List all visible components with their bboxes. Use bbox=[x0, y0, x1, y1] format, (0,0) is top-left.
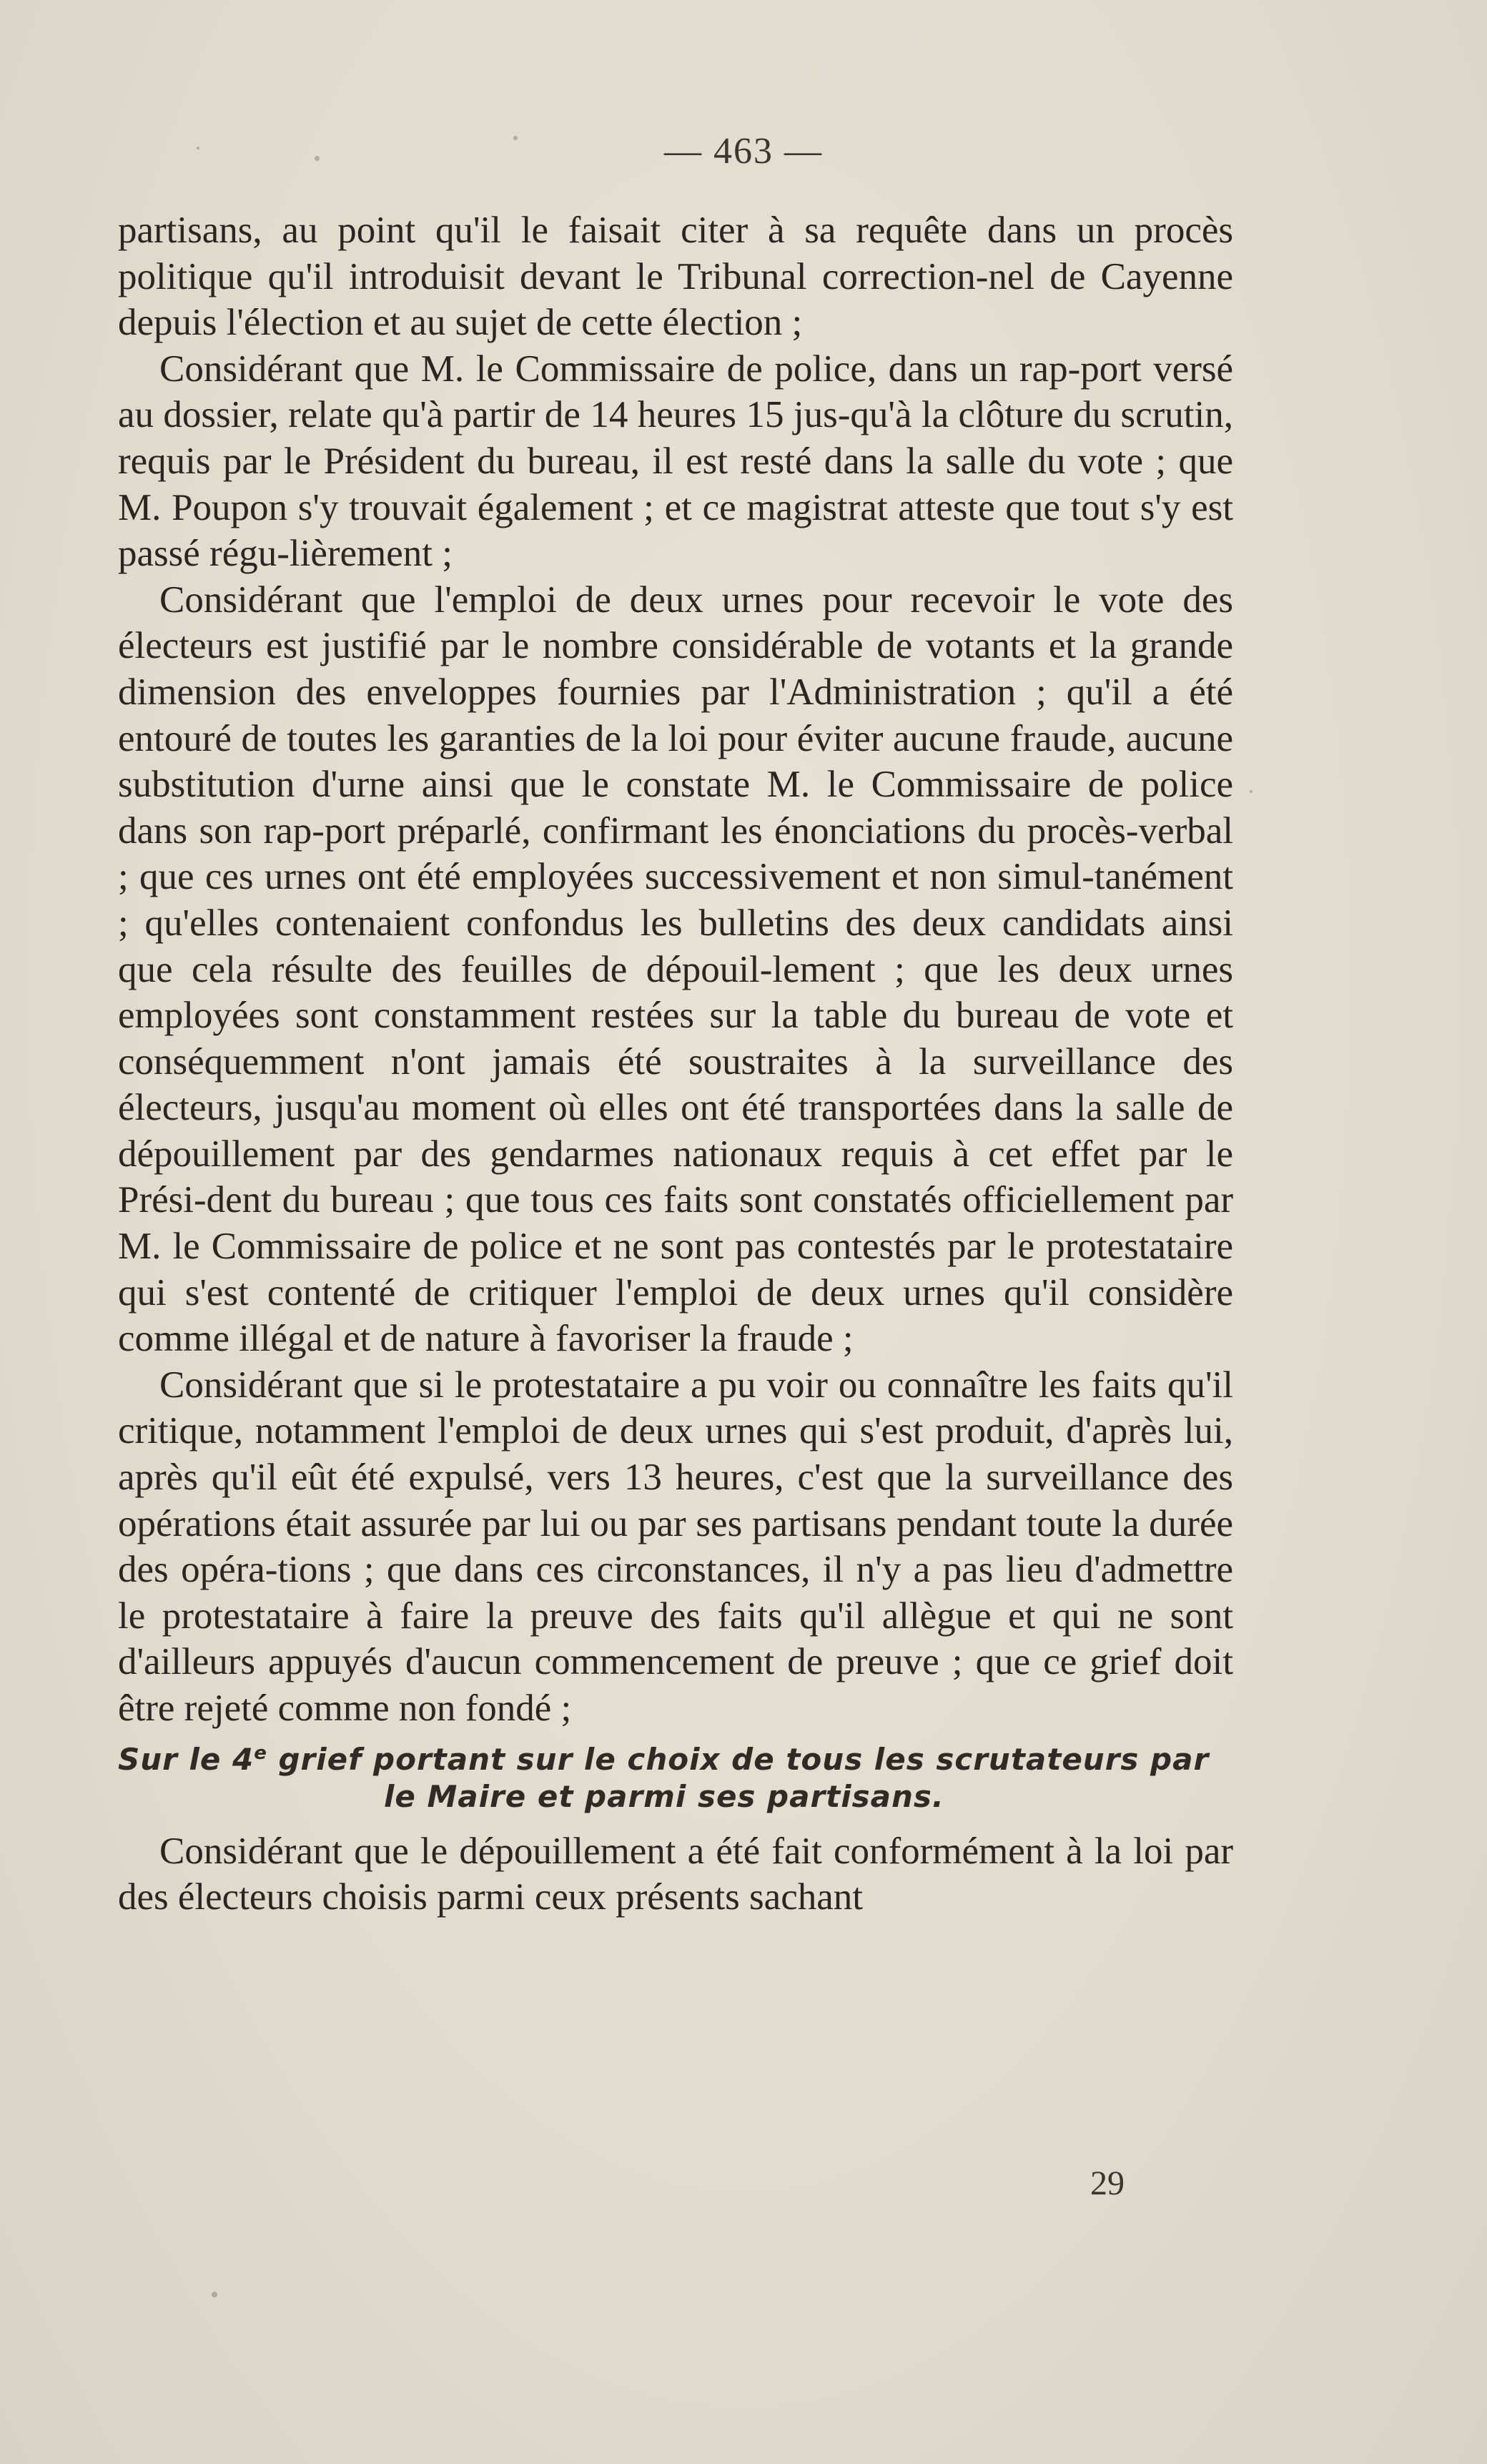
body-text bbox=[118, 207, 1233, 1921]
page-number: — 463 — bbox=[664, 131, 823, 172]
paragraph-continuation: partisans, au point qu'il le faisait citer à sa requête dans un procès politique qu'il introduisit devant le Tribunal correction-nel de Cayenne depuis l'élection et au sujet de cette élection ; bbox=[118, 210, 1233, 344]
subheading-ordinal: e bbox=[254, 1742, 267, 1764]
paragraph-commissaire-report: Considérant que M. le Commissaire de police, dans un rap-port versé au dossier, relate qu'à partir de 14 heures 15 jus-qu'à la clôture du scrutin, requis par le Président du bureau, il est resté dans la salle du vote ; que M. Poupon s'y trouvait également ; et ce magistrat atteste que tout s'y est passé régu-lièrement ; bbox=[118, 348, 1233, 575]
subheading-line-1-rest: grief portant sur le choix de tous les scrutateurs par bbox=[267, 1741, 1210, 1777]
paper-speck bbox=[315, 156, 320, 161]
paragraph-depouillement: Considérant que le dépouillement a été fait conformément à la loi par des électeurs choisis parmi ceux présents sachant bbox=[118, 1830, 1233, 1918]
paper-speck bbox=[1250, 790, 1253, 793]
subheading-line-2: le Maire et parmi ses partisans. bbox=[384, 1778, 944, 1814]
section-subheading bbox=[118, 1735, 1233, 1815]
signature-mark: 29 bbox=[1090, 2164, 1125, 2202]
paper-speck bbox=[197, 147, 199, 149]
subheading-prefix: Sur le 4 bbox=[118, 1741, 255, 1777]
paper-speck bbox=[212, 2292, 217, 2297]
paragraph-protestataire: Considérant que si le protestataire a pu voir ou connaître les faits qu'il critique, notamment l'emploi de deux urnes qui s'est produit, d'après lui, après qu'il eût été expulsé, vers 13 heures, c'est que la surveillance des opérations était assurée par lui ou par ses partisans pendant toute la durée des opéra-tions ; que dans ces circonstances, il n'y a pas lieu d'admettre le protestataire à faire la preuve des faits qu'il allègue et qui ne sont d'ailleurs appuyés d'aucun commencement de preuve ; que ce grief doit être rejeté comme non fondé ; bbox=[118, 1364, 1233, 1729]
paragraph-two-urns: Considérant que l'emploi de deux urnes pour recevoir le vote des électeurs est justifié par le nombre considérable de votants et la grande dimension des enveloppes fournies par l'Administration ; qu'il a été entouré de toutes les garanties de la loi pour éviter aucune fraude, aucune substitution d'urne ainsi que le constate M. le Commissaire de police dans son rap-port préparlé, confirmant les énonciations du procès-verbal ; que ces urnes ont été employées successivement et non simul-tanément ; qu'elles contenaient confondus les bulletins des deux candidats ainsi que cela résulte des feuilles de dépouil-lement ; que les deux urnes employées sont constamment restées sur la table du bureau de vote et conséquemment n'ont jamais été soustraites à la surveillance des électeurs, jusqu'au moment où elles ont été transportées dans la salle de dépouillement par des gendarmes nationaux requis à cet effet par le Prési-dent du bureau ; que tous ces faits sont constatés officiellement par M. le Commissaire de police et ne sont pas contestés par le protestataire qui s'est contenté de critiquer l'emploi de deux urnes qu'il considère comme illégal et de nature à favoriser la fraude ; bbox=[118, 578, 1233, 1360]
paper-speck bbox=[513, 136, 518, 140]
subheading-line-1 bbox=[118, 1735, 1233, 1778]
